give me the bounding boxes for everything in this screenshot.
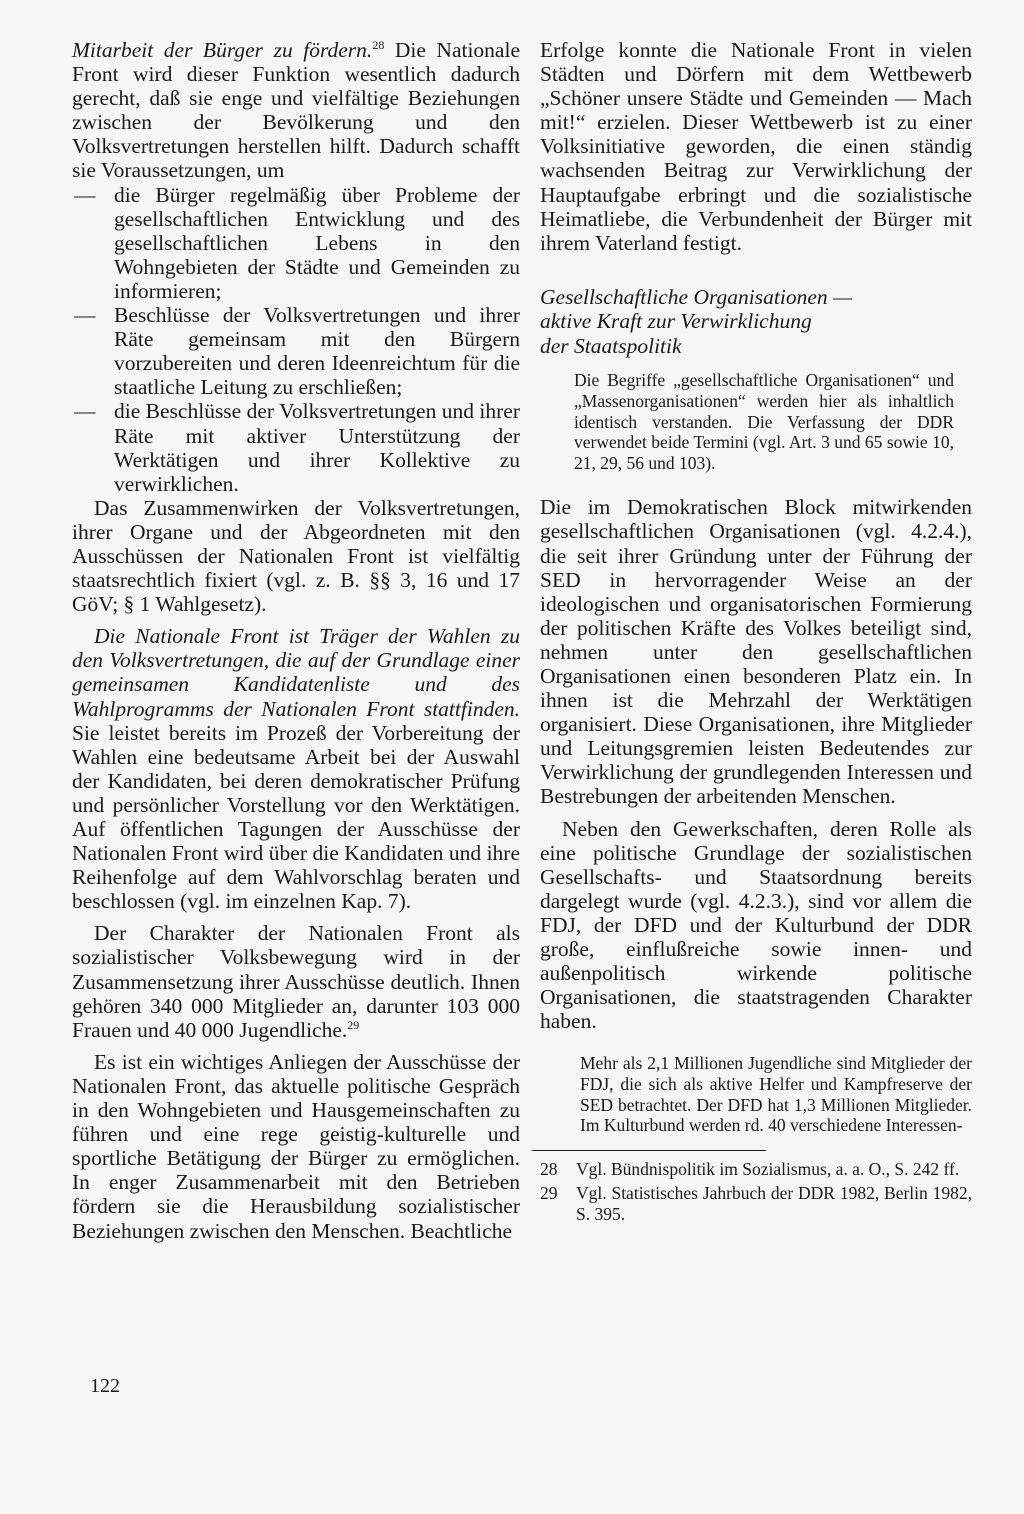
- paragraph-text: Der Charakter der Nationalen Front als sozialistischer Volksbewegung wird in der Zusammensetzung ihrer Ausschüsse deutlich. Ihnen gehören 340 000 Mitglieder an, darunter 103 000 Frauen und 40 000 Jugendliche.: [72, 921, 520, 1042]
- footnote-number: 28: [540, 1158, 558, 1179]
- list-item: — die Bürger regelmäßig über Probleme der gesellschaftlichen Entwicklung und des gesellschaftlichen Lebens in den Wohngebieten der Städte und Gemeinden zu informieren;: [72, 183, 520, 303]
- footnote-divider: [532, 1150, 766, 1151]
- paragraph-italic: Die Nationale Front ist Träger der Wahlen zu den Volksvertretungen, die auf der Grundlage einer gemeinsamen Kandidatenliste und des Wahlprogramms der Nationalen Front stattfinden.: [72, 624, 520, 721]
- paragraph: Es ist ein wichtiges Anliegen der Ausschüsse der Nationalen Front, das aktuelle politische Gespräch in den Wohngebieten und Hausgemeinschaften zu führen und eine rege geistig-kulturelle und sportliche Betätigung der Bürger zu ermöglichen. In enger Zusammenarbeit mit den Betrieben fördern sie die Herausbildung sozialistischer Beziehungen zwischen den Menschen. Beachtliche: [72, 1049, 520, 1243]
- list-item: — Beschlüsse der Volksvertretungen und ihrer Räte gemeinsam mit den Bürgern vorzubereiten und deren Ideenreichtum für die staatliche Leitung zu erschließen;: [72, 303, 520, 399]
- heading-line: der Staatspolitik: [540, 333, 682, 358]
- footnote: [540, 1183, 972, 1224]
- dash-list: [72, 183, 520, 496]
- paragraph: Neben den Gewerkschaften, deren Rolle als eine politische Grundlage der sozialistischen Gesellschafts- und Staatsordnung bereits dargelegt wurde (vgl. 4.2.3.), sind vor allem die FDJ, der DFD und der Kulturbund der DDR große, einflußreiche sowie innen- und außenpolitisch wirkende politische Organisationen, die staatstragenden Charakter haben.: [540, 816, 972, 1034]
- note-block: Mehr als 2,1 Millionen Jugendliche sind Mitglieder der FDJ, die sich als aktive Helfer und Kampfreserve der SED betrachtet. Der DFD hat 1,3 Millionen Mitglieder. Im Kulturbund werden rd. 40 verschiedene Interessen-: [580, 1053, 972, 1136]
- right-column: [540, 38, 972, 1229]
- left-column: [72, 38, 520, 1243]
- paragraph: Das Zusammenwirken der Volksvertretungen, ihrer Organe und der Abgeordneten mit den Ausschüssen der Nationalen Front ist vielfältig staatsrechtlich fixiert (vgl. z. B. §§ 3, 16 und 17 GöV; § 1 Wahlgesetz).: [72, 495, 520, 617]
- section-heading: [540, 285, 972, 359]
- intro-italic: Mitarbeit der Bürger zu fördern.: [72, 38, 373, 62]
- note-block: Die Begriffe „gesellschaftliche Organisationen“ und „Massenorganisationen“ werden hier als inhaltlich identisch verstanden. Die Verfassung der DDR verwendet beide Termini (vgl. Art. 3 und 65 sowie 10, 21, 29, 56 und 103).: [574, 370, 954, 473]
- footnote-number: 29: [540, 1183, 558, 1204]
- footnote-text: Vgl. Bündnispolitik im Sozialismus, a. a. O., S. 242 ff.: [576, 1158, 960, 1179]
- list-item: — die Beschlüsse der Volksvertretungen und ihrer Räte mit aktiver Unterstützung der Werktätigen und ihrer Kollektive zu verwirklichen.: [72, 399, 520, 495]
- intro-rest: Die Nationale Front wird dieser Funktion wesentlich dadurch gerecht, daß sie enge und vielfältige Beziehungen zwischen der Bevölkerung und den Volksvertretungen herstellen hilft. Dadurch schafft sie Voraussetzungen, um: [72, 38, 520, 183]
- footnote-ref-29: 29: [347, 1017, 360, 1032]
- paragraph-rest: Sie leistet bereits im Prozeß der Vorbereitung der Wahlen eine bedeutsame Arbeit bei der Auswahl der Kandidaten, bei deren demokratischer Prüfung und persönlicher Vorstellung vor den Werktätigen. Auf öffentlichen Tagungen der Ausschüsse der Nationalen Front wird über die Kandidaten und ihre Reihenfolge auf dem Wahlvorschlag beraten und beschlossen (vgl. im einzelnen Kap. 7).: [72, 720, 520, 914]
- paragraph: [72, 624, 520, 913]
- intro-paragraph: [72, 38, 520, 183]
- paragraph: Erfolge konnte die Nationale Front in vielen Städten und Dörfern mit dem Wettbewerb „Schöner unsere Städte und Gemeinden — Mach mit!“ erzielen. Dieser Wettbewerb ist zu einer Volksinitiative geworden, die einen ständig wachsenden Beitrag zur Verwirklichung der Hauptaufgabe erbringt und die sozialistische Heimatliebe, die Verbundenheit der Bürger mit ihrem Vaterland festigt.: [540, 38, 972, 255]
- footnote-text: Vgl. Statistisches Jahrbuch der DDR 1982, Berlin 1982, S. 395.: [576, 1183, 972, 1224]
- heading-line: Gesellschaftliche Organisationen —: [540, 284, 853, 309]
- footnote-ref-28: 28: [372, 37, 385, 52]
- paragraph: Die im Demokratischen Block mitwirkenden gesellschaftlichen Organisationen (vgl. 4.2.4.), die seit ihrer Gründung unter der Führung der SED in hervorragender Weise an der ideologischen und organisatorischen Formierung der politischen Kräfte des Volkes beteiligt sind, nehmen unter den gesellschaftlichen Organisationen einen besonderen Platz ein. In ihnen ist die Mehrzahl der Werktätigen organisiert. Diese Organisationen, ihre Mitglieder und Leitungsgremien leisten Bedeutendes zur Verwirklichung der grundlegenden Interessen und Bestrebungen der arbeitenden Menschen.: [540, 495, 972, 809]
- footnote: [540, 1159, 972, 1180]
- paragraph: [72, 921, 520, 1041]
- page-number: 122: [90, 1375, 120, 1397]
- heading-line: aktive Kraft zur Verwirklichung: [540, 309, 812, 334]
